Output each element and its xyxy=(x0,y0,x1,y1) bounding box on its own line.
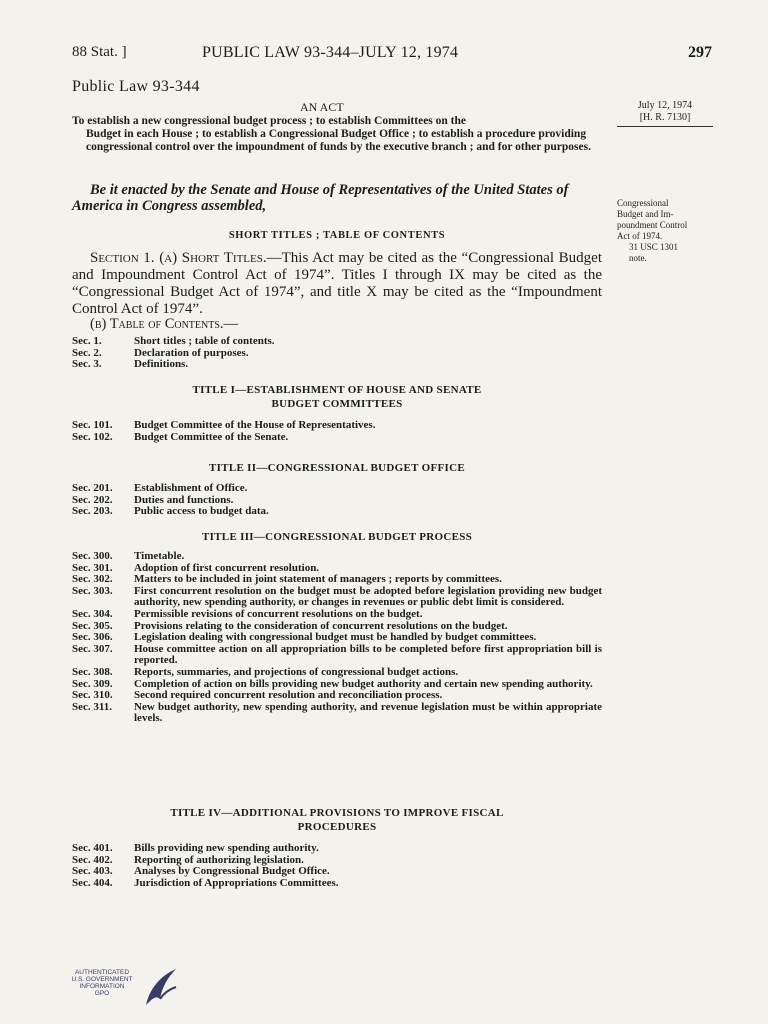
toc-sec-num: Sec. 404. xyxy=(72,876,113,889)
toc-sec-num: Sec. 305. xyxy=(72,619,113,632)
toc-sec-num: Sec. 302. xyxy=(72,573,113,586)
toc-sec-num: Sec. 1. xyxy=(72,335,102,347)
toc-sec-num: Sec. 304. xyxy=(72,607,113,620)
table-of-contents-label: (b) Table of Contents.— xyxy=(90,316,239,332)
section-1-label: Section 1. (a) Short Titles. xyxy=(90,250,267,266)
eagle-icon xyxy=(140,965,180,1011)
toc-sec-num: Sec. 309. xyxy=(72,677,113,690)
toc-sec-title: Adoption of first concurrent resolution. xyxy=(134,561,320,574)
toc-sec-title: Analyses by Congressional Budget Office. xyxy=(134,865,330,878)
title-4-heading xyxy=(72,806,602,834)
toc-sec-title: Matters to be included in joint statement of managers ; reports by committees. xyxy=(134,573,502,586)
margin-citation-note xyxy=(617,198,717,264)
gpo-logo-text xyxy=(60,969,144,997)
long-title-rest: Budget in each House ; to establish a Congressional Budget Office ; to establish a procedure providing congressional control over the impoundment of funds by the executive branch ; and for other purposes. xyxy=(86,128,591,153)
toc-row xyxy=(72,632,602,644)
law-and-date: PUBLIC LAW 93-344–JULY 12, 1974 xyxy=(202,44,459,61)
enacting-clause: Be it enacted by the Senate and House of Representatives of the United States of America in Congress assembled, xyxy=(72,182,569,214)
title-4-heading-line: PROCEDURES xyxy=(297,821,377,833)
toc-row xyxy=(72,336,602,348)
title-1-heading-line: TITLE I—ESTABLISHMENT OF HOUSE AND SENATE xyxy=(192,384,482,396)
title-2-heading: TITLE II—CONGRESSIONAL BUDGET OFFICE xyxy=(208,462,466,474)
title-4-sections xyxy=(72,843,602,889)
toc-row xyxy=(72,586,602,609)
toc-sec-title: Definitions. xyxy=(134,358,189,371)
toc-sec-title: Timetable. xyxy=(134,550,185,562)
gpo-logo-line: GPO xyxy=(94,990,110,997)
toc-sec-title: New budget authority, new spending authority, and revenue legislation must be within appropriate levels. xyxy=(134,700,602,725)
title-3-sections xyxy=(72,551,602,725)
toc-sec-num: Sec. 201. xyxy=(72,482,113,494)
toc-sec-num: Sec. 307. xyxy=(72,642,113,655)
long-title-first-line: To establish a new congressional budget process ; to establish Committees on the xyxy=(72,115,466,127)
usc-citation-note: note. xyxy=(629,253,647,263)
toc-sec-num: Sec. 300. xyxy=(72,550,113,562)
usc-citation: 31 USC 1301 xyxy=(629,242,679,252)
toc-sec-num: Sec. 202. xyxy=(72,493,113,506)
toc-sec-title: Short titles ; table of contents. xyxy=(134,335,275,347)
toc-row xyxy=(72,878,602,890)
public-law-label: Public Law 93-344 xyxy=(72,78,200,95)
toc-sec-title: First concurrent resolution on the budget must be adopted before legislation providing new budget authority, new spending authority, or changes in revenues or public debt limit is considered. xyxy=(134,584,602,609)
title-2-sections xyxy=(72,483,602,518)
toc-sec-title: Reporting of authorizing legislation. xyxy=(134,853,304,866)
title-1-sections xyxy=(72,420,602,443)
toc-sec-title: Duties and functions. xyxy=(134,493,234,506)
section-1 xyxy=(72,250,602,318)
title-4-heading-line: TITLE IV—ADDITIONAL PROVISIONS TO IMPROVE FISCAL xyxy=(170,807,504,819)
toc-intro-list xyxy=(72,336,602,371)
toc-sec-num: Sec. 203. xyxy=(72,505,113,518)
gpo-logo-line: U.S. GOVERNMENT xyxy=(71,976,133,983)
toc-sec-num: Sec. 101. xyxy=(72,419,113,431)
statute-reference: 88 Stat. ] xyxy=(72,44,127,60)
margin-date-note xyxy=(617,100,713,127)
an-act-heading: AN ACT xyxy=(300,100,344,114)
long-title xyxy=(72,115,602,154)
page-number: 297 xyxy=(688,44,712,61)
toc-sec-title: Jurisdiction of Appropriations Committees. xyxy=(134,876,339,889)
margin-note-line: Congressional xyxy=(617,198,669,208)
toc-sec-title: Budget Committee of the Senate. xyxy=(134,430,289,443)
margin-note-line: poundment Control xyxy=(617,220,688,230)
toc-sec-title: Provisions relating to the consideration of concurrent resolutions on the budget. xyxy=(134,619,508,632)
toc-sec-num: Sec. 301. xyxy=(72,561,113,574)
running-header xyxy=(72,44,712,68)
toc-sec-num: Sec. 2. xyxy=(72,346,102,359)
toc-sec-num: Sec. 306. xyxy=(72,631,113,644)
toc-row xyxy=(72,506,602,518)
toc-row xyxy=(72,667,602,679)
toc-row xyxy=(72,420,602,432)
toc-sec-num: Sec. 311. xyxy=(72,700,113,713)
margin-note-line: Act of 1974. xyxy=(617,231,663,241)
toc-row xyxy=(72,690,602,702)
toc-row xyxy=(72,644,602,667)
toc-row xyxy=(72,609,602,621)
gpo-logo-line: AUTHENTICATED xyxy=(74,969,130,976)
toc-sec-num: Sec. 310. xyxy=(72,689,113,702)
toc-sec-title: Public access to budget data. xyxy=(134,505,269,518)
toc-sec-title: Establishment of Office. xyxy=(134,482,248,494)
title-1-heading xyxy=(72,383,602,411)
bill-number: [H. R. 7130] xyxy=(617,112,713,127)
enactment-date: July 12, 1974 xyxy=(637,100,693,111)
toc-sec-num: Sec. 3. xyxy=(72,358,102,371)
toc-row xyxy=(72,359,602,371)
toc-sec-title: Reports, summaries, and projections of congressional budget actions. xyxy=(134,665,459,678)
toc-sec-num: Sec. 303. xyxy=(72,584,113,597)
toc-sec-title: Bills providing new spending authority. xyxy=(134,842,319,854)
toc-row xyxy=(72,483,602,495)
gpo-authentication-logo xyxy=(60,965,180,1015)
section-1-text: —This Act may be cited as the “Congressional Budget and Impoundment Control Act of 1974”. Titles I through IX may be cited as the “Congressional Budget Act of 1974”, and title X may be cited as the “Impoundment Control Act of 1974”. xyxy=(72,250,603,317)
toc-sec-num: Sec. 308. xyxy=(72,665,113,678)
short-titles-heading: SHORT TITLES ; TABLE OF CONTENTS xyxy=(228,230,446,241)
toc-sec-num: Sec. 102. xyxy=(72,430,113,443)
toc-row xyxy=(72,432,602,444)
margin-note-line: Budget and Im- xyxy=(617,209,674,219)
toc-row xyxy=(72,551,602,563)
title-1-heading-line: BUDGET COMMITTEES xyxy=(271,398,403,410)
toc-sec-title: Permissible revisions of concurrent resolutions on the budget. xyxy=(134,607,423,620)
toc-sec-num: Sec. 402. xyxy=(72,853,113,866)
toc-sec-num: Sec. 401. xyxy=(72,842,113,854)
toc-sec-title: Declaration of purposes. xyxy=(134,346,249,359)
toc-sec-title: House committee action on all appropriation bills to be completed before first appropriation bill is reported. xyxy=(134,642,602,667)
toc-sec-title: Legislation dealing with congressional budget must be handled by budget committees. xyxy=(134,631,537,644)
toc-sec-title: Second required concurrent resolution and reconciliation process. xyxy=(134,689,443,702)
toc-sec-title: Completion of action on bills providing new budget authority and certain new spending authority. xyxy=(134,677,593,690)
toc-sec-title: Budget Committee of the House of Representatives. xyxy=(134,419,376,431)
toc-row xyxy=(72,843,602,855)
gpo-logo-line: INFORMATION xyxy=(79,983,125,990)
toc-row xyxy=(72,702,602,725)
title-3-heading: TITLE III—CONGRESSIONAL BUDGET PROCESS xyxy=(201,531,473,543)
toc-sec-num: Sec. 403. xyxy=(72,865,113,878)
